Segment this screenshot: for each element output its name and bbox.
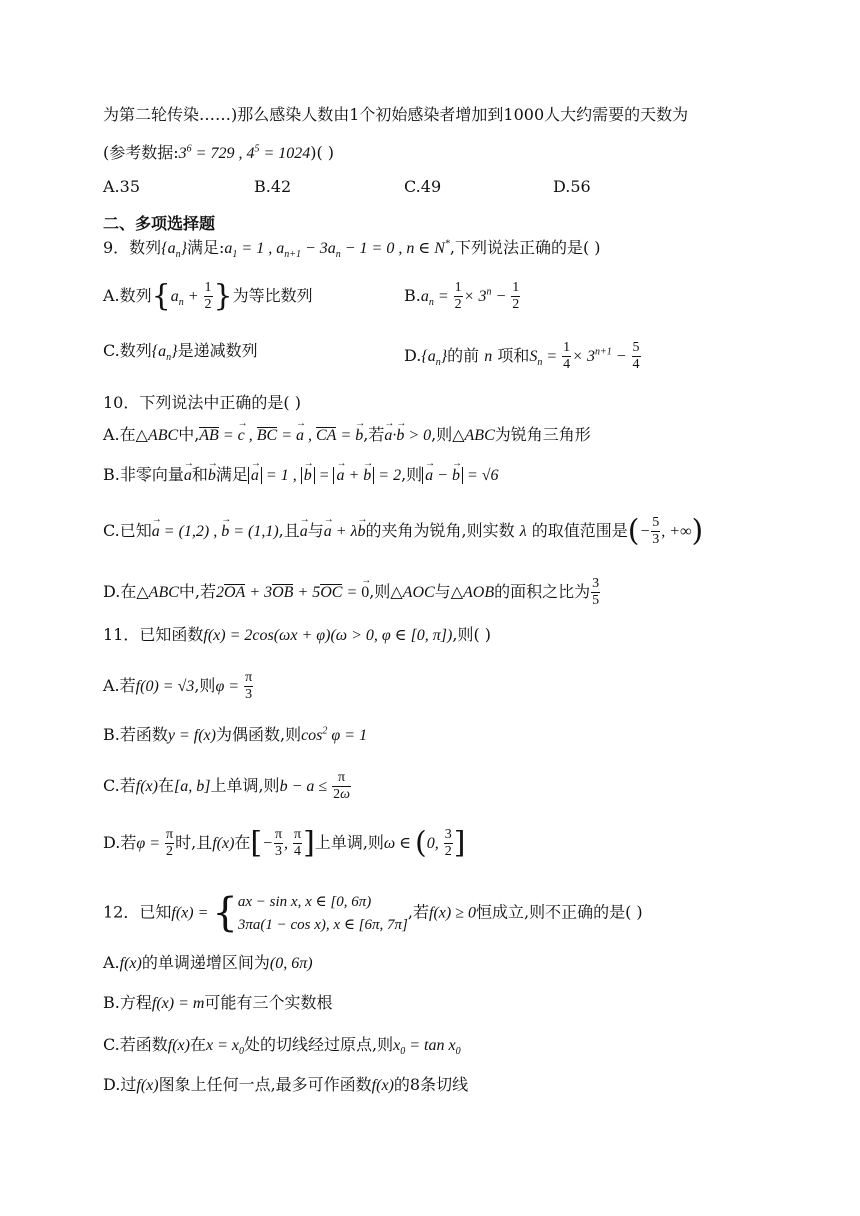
q12-a-pre: A. <box>103 953 120 972</box>
q11-option-a[interactable]: A.若f(0) = √3,则φ = $\frac{\pi}{3}$ <box>103 670 253 702</box>
q9-tail: ,下列说法正确的是( ) <box>449 238 601 257</box>
q10-a-post: 为锐角三角形 <box>494 425 591 444</box>
q9-number: 9．数列 <box>103 238 162 257</box>
q11-d-mid2: 在 <box>234 833 251 852</box>
q11-c-pre: C.若 <box>103 776 136 795</box>
q12-d-post: 的8条切线 <box>393 1075 469 1094</box>
q10-option-c[interactable]: C.已知→ a = (1,2) , → b = (1,1),且→ a与→ a + λ→ b的夹角为锐角,则实数 λ 的取值范围是(− $\frac{5}{3}$ , +∞) <box>103 515 703 548</box>
q8-option-a[interactable]: A.35 <box>103 177 140 196</box>
q8-option-c[interactable]: C.49 <box>404 177 442 196</box>
q10-c-mid4: 的取值范围是 <box>531 521 628 540</box>
q10-c-mid2: 与 <box>307 521 324 540</box>
q10-option-b[interactable]: B.非零向量→ a和→ b满足→ a = 1 , → b = → a + → b = 2,则→ a − → b = √6 <box>103 464 499 487</box>
q12-d-mid: 图象上任何一点,最多可作函数 <box>158 1075 372 1094</box>
q12-c-mid2: 处的切线经过原点,则 <box>244 1035 394 1054</box>
q10-d-pre: D.在 <box>103 582 137 601</box>
q8-line1: 为第二轮传染……)那么感染人数由1个初始感染者增加到1000人大约需要的天数为 <box>103 105 689 124</box>
q11-stem-post: ,则( ) <box>452 625 492 644</box>
q11-b-mid: 为偶函数,则 <box>215 725 302 744</box>
q10-a-mid1: 中, <box>178 425 200 444</box>
q10-b-then: ,则 <box>401 465 423 484</box>
q10-d-post: 的面积之比为 <box>494 582 591 601</box>
q9-stem: 9．数列$\{a_n\}$满足$:a_1 = 1$ , $a_{n+1} - 3a_n - 1 = 0$ , n ∈ N*,下列说法正确的是( ) <box>103 238 601 261</box>
q11-a-pre: A.若 <box>103 676 136 695</box>
q10-b-pre: B.非零向量 <box>103 465 184 484</box>
q10-option-a[interactable]: A.在△ABC中,AB = → c , BC = → a , CA = → b,若→ a·→ b > 0,则△ABC为锐角三角形 <box>103 424 591 447</box>
q12-option-c[interactable]: C.若函数f(x)在$x = x_0$处的切线经过原点,则$x_0 = \tan x_0$ <box>103 1035 461 1058</box>
q9-d-pre: D. <box>404 346 422 365</box>
q10-a-mid3: ,则 <box>431 425 453 444</box>
q8-ref-prefix: (参考数据: <box>103 143 179 162</box>
q8-option-b[interactable]: B.42 <box>254 177 292 196</box>
q11-option-d[interactable]: D.若φ = $\frac{\pi}{2}$ 时,且f(x)在[− $\frac{\pi}{3}$ , $\frac{\pi}{4}$ ]上单调,则ω ∈ (0, $\frac{3}{2}$ ] <box>103 825 466 861</box>
q8-text-line <box>103 104 688 126</box>
q10-d-mid3: 与 <box>434 582 451 601</box>
q10-c-mid3: 的夹角为锐角,则实数 <box>365 521 515 540</box>
q12-d-pre: D.过 <box>103 1075 137 1094</box>
q9-a-post: 为等比数列 <box>232 286 313 305</box>
q10-d-mid2: ,则 <box>369 582 391 601</box>
q9-b-pre: B. <box>404 286 421 305</box>
q12-stem-post2: 恒成立,则不正确的是( ) <box>475 902 643 922</box>
q11-b-pre: B.若函数 <box>103 725 168 744</box>
q10-a-mid2: ,若 <box>363 425 385 444</box>
q9-a-pre: A.数列 <box>103 286 152 305</box>
q10-option-d[interactable]: D.在△ABC中,若2OA + 3OB + 5OC = → 0,则△AOC与△AOB的面积之比为 $\frac{3}{5}$ <box>103 576 601 609</box>
q9-d-mid: 的前 <box>447 346 480 365</box>
q9-option-c[interactable]: C.数列$\{a_n\}$是递减数列 <box>103 341 258 364</box>
q9-option-b[interactable]: $B.a_n$ = $\frac{1}{2}$ × $3^n$ − $\frac{1}{2}$ <box>404 280 520 312</box>
q8-option-d[interactable]: D.56 <box>553 177 591 196</box>
q12-stem-post: ,若 <box>407 902 429 922</box>
q10-d-mid1: 中,若 <box>178 582 216 601</box>
q9-option-d[interactable]: $D.\{a_n\}$的前 n 项和$S_n$ = $\frac{1}{4}$ × $3^{n+1}$ − $\frac{5}{4}$ <box>404 340 640 372</box>
q11-c-mid1: 在 <box>157 776 174 795</box>
q9-cond: 满足: <box>187 238 225 257</box>
q8-ref-suffix: )( ) <box>310 143 335 162</box>
q12-a-post: 的单调递增区间为 <box>141 953 270 972</box>
q12-b-post: 可能有三个实数根 <box>204 993 333 1012</box>
q12-b-pre: B.方程 <box>103 993 152 1012</box>
section-title: 二、多项选择题 <box>103 214 216 233</box>
q10-c-mid1: ,且 <box>278 521 300 540</box>
q10-a-pre: A.在 <box>103 425 136 444</box>
q9-c-pre: C.数列 <box>103 341 152 360</box>
q12-stem: 12．已知f(x) = {ax − sin x, x ∈ [0, 6π) 3πa(1 − cos x), x ∈ [6π, 7π],若f(x) ≥ 0恒成立,则不正确的是( ) <box>103 890 643 936</box>
q12-stem-pre: 12．已知 <box>103 902 172 922</box>
q12-c-mid1: 在 <box>189 1035 206 1054</box>
q11-stem: 11．已知函数f(x) = 2cos(ωx + φ)(ω > 0, φ ∈ [0, π]),则( ) <box>103 625 492 644</box>
q11-option-c[interactable]: C.若f(x)在[a, b]上单调,则b − a ≤ $\frac{\pi}{2\omega}$ <box>103 770 351 802</box>
q12-c-pre: C.若函数 <box>103 1035 168 1054</box>
q8-reference-line: (参考数据$:3^6 = 729$ , $4^5 = 1024$)( ) <box>103 143 335 162</box>
q10-b-and: 和 <box>191 465 208 484</box>
q11-c-mid2: 上单调,则 <box>210 776 280 795</box>
q9-d-post: 项和 <box>497 346 530 365</box>
q10-stem: 10．下列说法中正确的是( ) <box>103 393 301 412</box>
q11-a-mid: ,则 <box>194 676 216 695</box>
q11-d-mid3: 上单调,则 <box>314 833 384 852</box>
q11-option-b[interactable]: B.若函数y = f(x)为偶函数,则$\cos^2 \varphi = 1$ <box>103 725 368 744</box>
q11-d-mid1: 时,且 <box>175 833 213 852</box>
q12-option-d[interactable]: D.过f(x)图象上任何一点,最多可作函数f(x)的8条切线 <box>103 1075 469 1094</box>
q9-option-a[interactable]: A.数列{$a_n$ + $\frac{1}{2}$ }为等比数列 <box>103 278 313 314</box>
q9-d-n: n <box>484 348 493 365</box>
q9-c-post: 是递减数列 <box>177 341 258 360</box>
q10-b-mid: 满足 <box>215 465 248 484</box>
q11-d-pre: D.若 <box>103 833 137 852</box>
q11-stem-pre: 11．已知函数 <box>103 625 204 644</box>
q12-option-a[interactable]: A.f(x)的单调递增区间为(0, 6π) <box>103 953 313 972</box>
q10-c-pre: C.已知 <box>103 521 152 540</box>
q12-option-b[interactable]: B.方程f(x) = m可能有三个实数根 <box>103 993 333 1012</box>
